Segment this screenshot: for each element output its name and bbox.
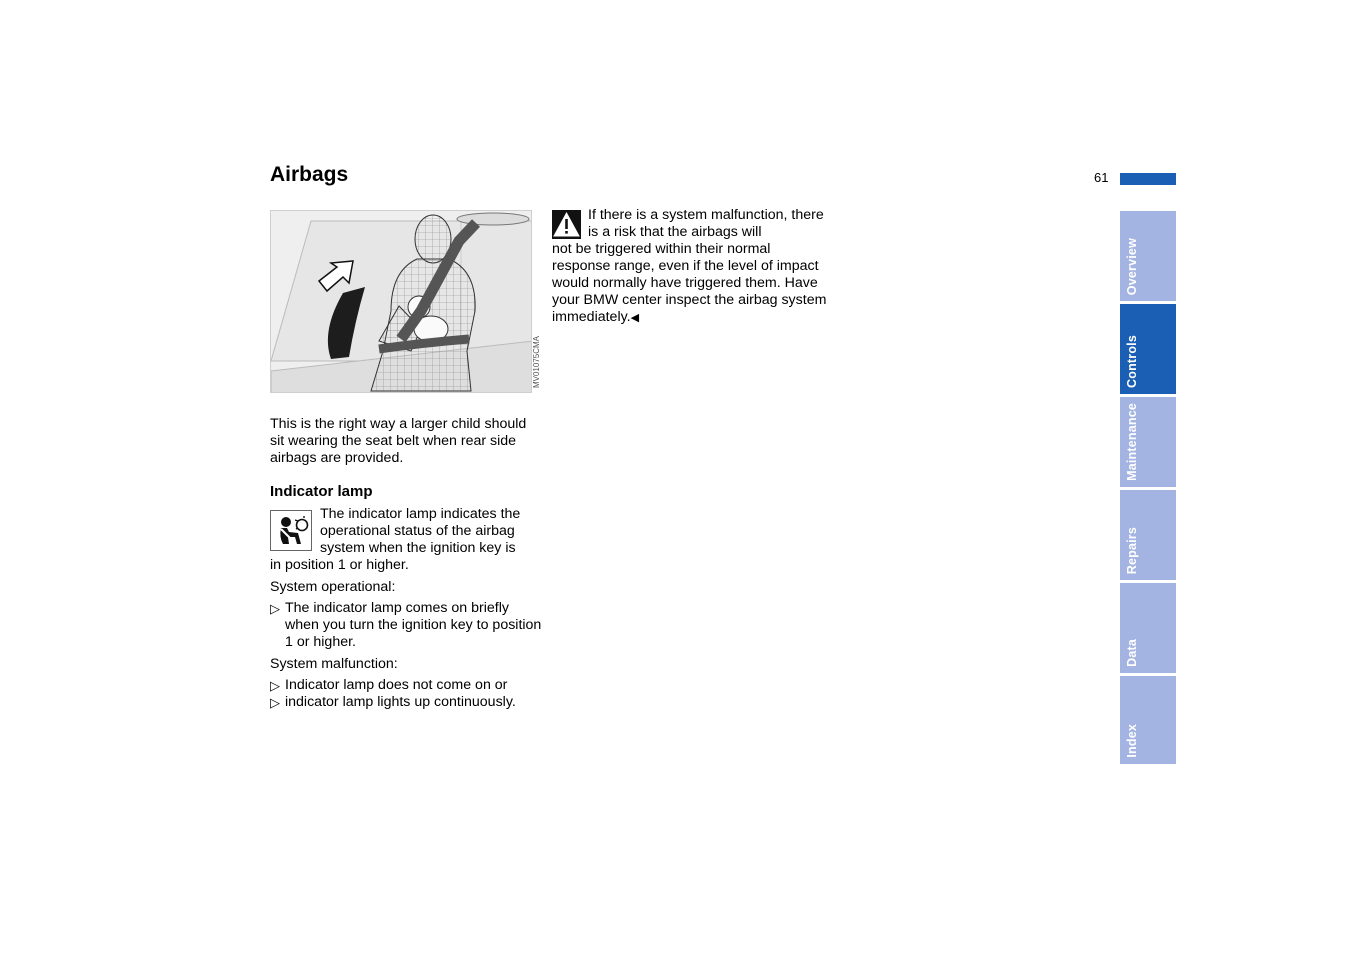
airbag-warning-lamp-icon bbox=[270, 510, 312, 551]
warning-triangle-icon bbox=[552, 210, 581, 239]
indicator-description: The indicator lamp indicates the operational status of the airbag system when the ignition key is bbox=[320, 506, 521, 556]
tab-label: Overview bbox=[1125, 237, 1139, 295]
tab-maintenance[interactable] bbox=[1120, 397, 1176, 487]
tab-data[interactable] bbox=[1120, 583, 1176, 673]
indicator-lamp-heading: Indicator lamp bbox=[270, 483, 373, 500]
warning-text: If there is a system malfunction, there is a risk that the airbags will bbox=[588, 207, 824, 240]
tab-repairs[interactable] bbox=[1120, 490, 1176, 580]
tab-label: Controls bbox=[1125, 335, 1139, 388]
bullet-triangle-icon: ▷ bbox=[270, 695, 280, 710]
warning-text-body: not be triggered within their normal response range, even if the level of impact would normally have triggered them. Have your BMW center inspect the airbag system immediately. bbox=[552, 241, 827, 325]
system-operational-label: System operational: bbox=[270, 579, 396, 595]
tab-label: Index bbox=[1125, 724, 1139, 758]
list-item-text: Indicator lamp does not come on or bbox=[285, 677, 508, 693]
indicator-description-continued: in position 1 or higher. bbox=[270, 557, 409, 573]
page-number: 61 bbox=[1094, 170, 1109, 185]
figure-code: MV01075CMA bbox=[532, 336, 541, 389]
tab-label: Data bbox=[1125, 639, 1139, 667]
list-item-text: The indicator lamp comes on briefly when you turn the ignition key to position 1 or higher. bbox=[285, 600, 542, 650]
tab-label: Repairs bbox=[1125, 526, 1139, 574]
tab-label: Maintenance bbox=[1125, 403, 1139, 481]
child-seatbelt-illustration bbox=[270, 210, 532, 393]
tab-controls[interactable] bbox=[1120, 304, 1176, 394]
end-mark-icon: ◀ bbox=[630, 312, 640, 324]
page-title: Airbags bbox=[270, 163, 349, 186]
warning-text-continued bbox=[552, 241, 828, 327]
system-malfunction-label: System malfunction: bbox=[270, 656, 398, 672]
tab-overview[interactable] bbox=[1120, 211, 1176, 301]
figure-caption: This is the right way a larger child should sit wearing the seat belt when rear side airbags are provided. bbox=[270, 416, 527, 466]
bullet-triangle-icon: ▷ bbox=[270, 678, 280, 693]
list-item-text: indicator lamp lights up continuously. bbox=[285, 694, 516, 710]
page-number-bar bbox=[1120, 173, 1176, 185]
bullet-triangle-icon: ▷ bbox=[270, 601, 280, 616]
tab-index[interactable] bbox=[1120, 676, 1176, 764]
child-seatbelt-drawing bbox=[271, 211, 532, 393]
